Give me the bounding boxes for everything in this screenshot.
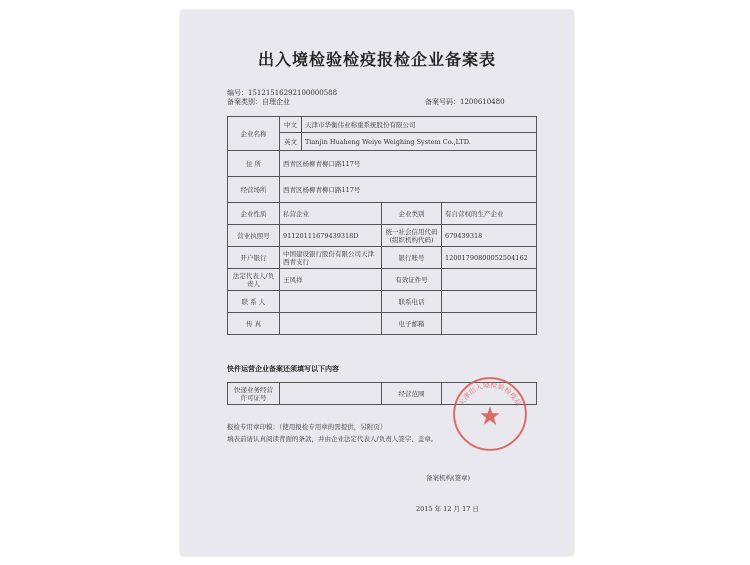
filing-number: 备案号码：1200610480 [425,98,505,106]
phone-label: 联系电话 [382,291,442,313]
id-label: 有效证件号 [382,269,442,291]
type-label: 企业类别 [382,203,442,225]
document-page [181,11,573,555]
official-seal-stamp [451,375,529,453]
bank-value: 中国建设银行股份有限公司天津西青支行 [280,247,382,269]
filing-authority-signature: 备案机构(签章) [426,474,471,482]
fax-value [280,313,382,335]
registration-number: 编号：1512151629210000058​8 [227,89,338,97]
credit-code-value: 679439318 [442,225,537,247]
credit-code-label: 统一社会信用代码 (组织机构代码) [382,225,442,247]
legal-rep-label: 法定代表人/负责人 [228,269,280,291]
address-label: 住 所 [228,151,280,177]
document-title: 出入境检验检疫报检企业备案表 [257,50,496,69]
legal-rep-value: 王风祥 [280,269,382,291]
express-license-value [280,383,382,405]
email-value [442,313,537,335]
contact-value [280,291,382,313]
stamp-text: 天津出入境检验检疫局 [456,380,524,408]
express-license-label: 快递业务经营许可证号 [228,383,280,405]
express-section-heading: 快件运营企业备案还须填写以下内容 [227,364,339,373]
express-scope-label: 经营范围 [382,383,442,405]
id-value [442,269,537,291]
nature-value: 私营企业 [280,203,382,225]
account-label: 银行账号 [382,247,442,269]
contact-label: 联 系 人 [228,291,280,313]
fax-label: 传 真 [228,313,280,335]
type-value: 有自营权的生产企业 [442,203,537,225]
license-value: 91120111679439318D [280,225,382,247]
account-value: 12001790800052504162 [442,247,537,269]
phone-value [442,291,537,313]
address-value: 西青区杨柳青柳口路117号 [280,151,537,177]
en-label: 英文 [280,133,302,151]
business-place-value: 西青区杨柳青柳口路117号 [280,177,537,203]
license-label: 营业执照号 [228,225,280,247]
email-label: 电子邮箱 [382,313,442,335]
company-name-label: 企业名称 [228,117,280,151]
company-name-cn: 天津市华衡伟业称重系统股份有限公司 [302,117,537,133]
svg-text:天津出入境检验检疫局 [457,380,523,407]
nature-label: 企业性质 [228,203,280,225]
seal-specimen-note: 报检专用章印模：（使用报检专用章的需提供，另附页） [227,423,387,431]
filing-category: 备案类别：自理企业 [227,98,290,106]
filing-date: 2015 年 12 月 17 日 [416,505,479,513]
company-info-table [227,116,537,335]
company-name-en: Tianjin Huaheng Weiye Weighing System Co.,LTD. [302,133,537,151]
cn-label: 中文 [280,117,302,133]
business-place-label: 经营场所 [228,177,280,203]
declaration-note: 填表前请认真阅读背面的条款，并由企业法定代表人/负责人签字、盖章。 [227,435,438,443]
bank-label: 开户银行 [228,247,280,269]
